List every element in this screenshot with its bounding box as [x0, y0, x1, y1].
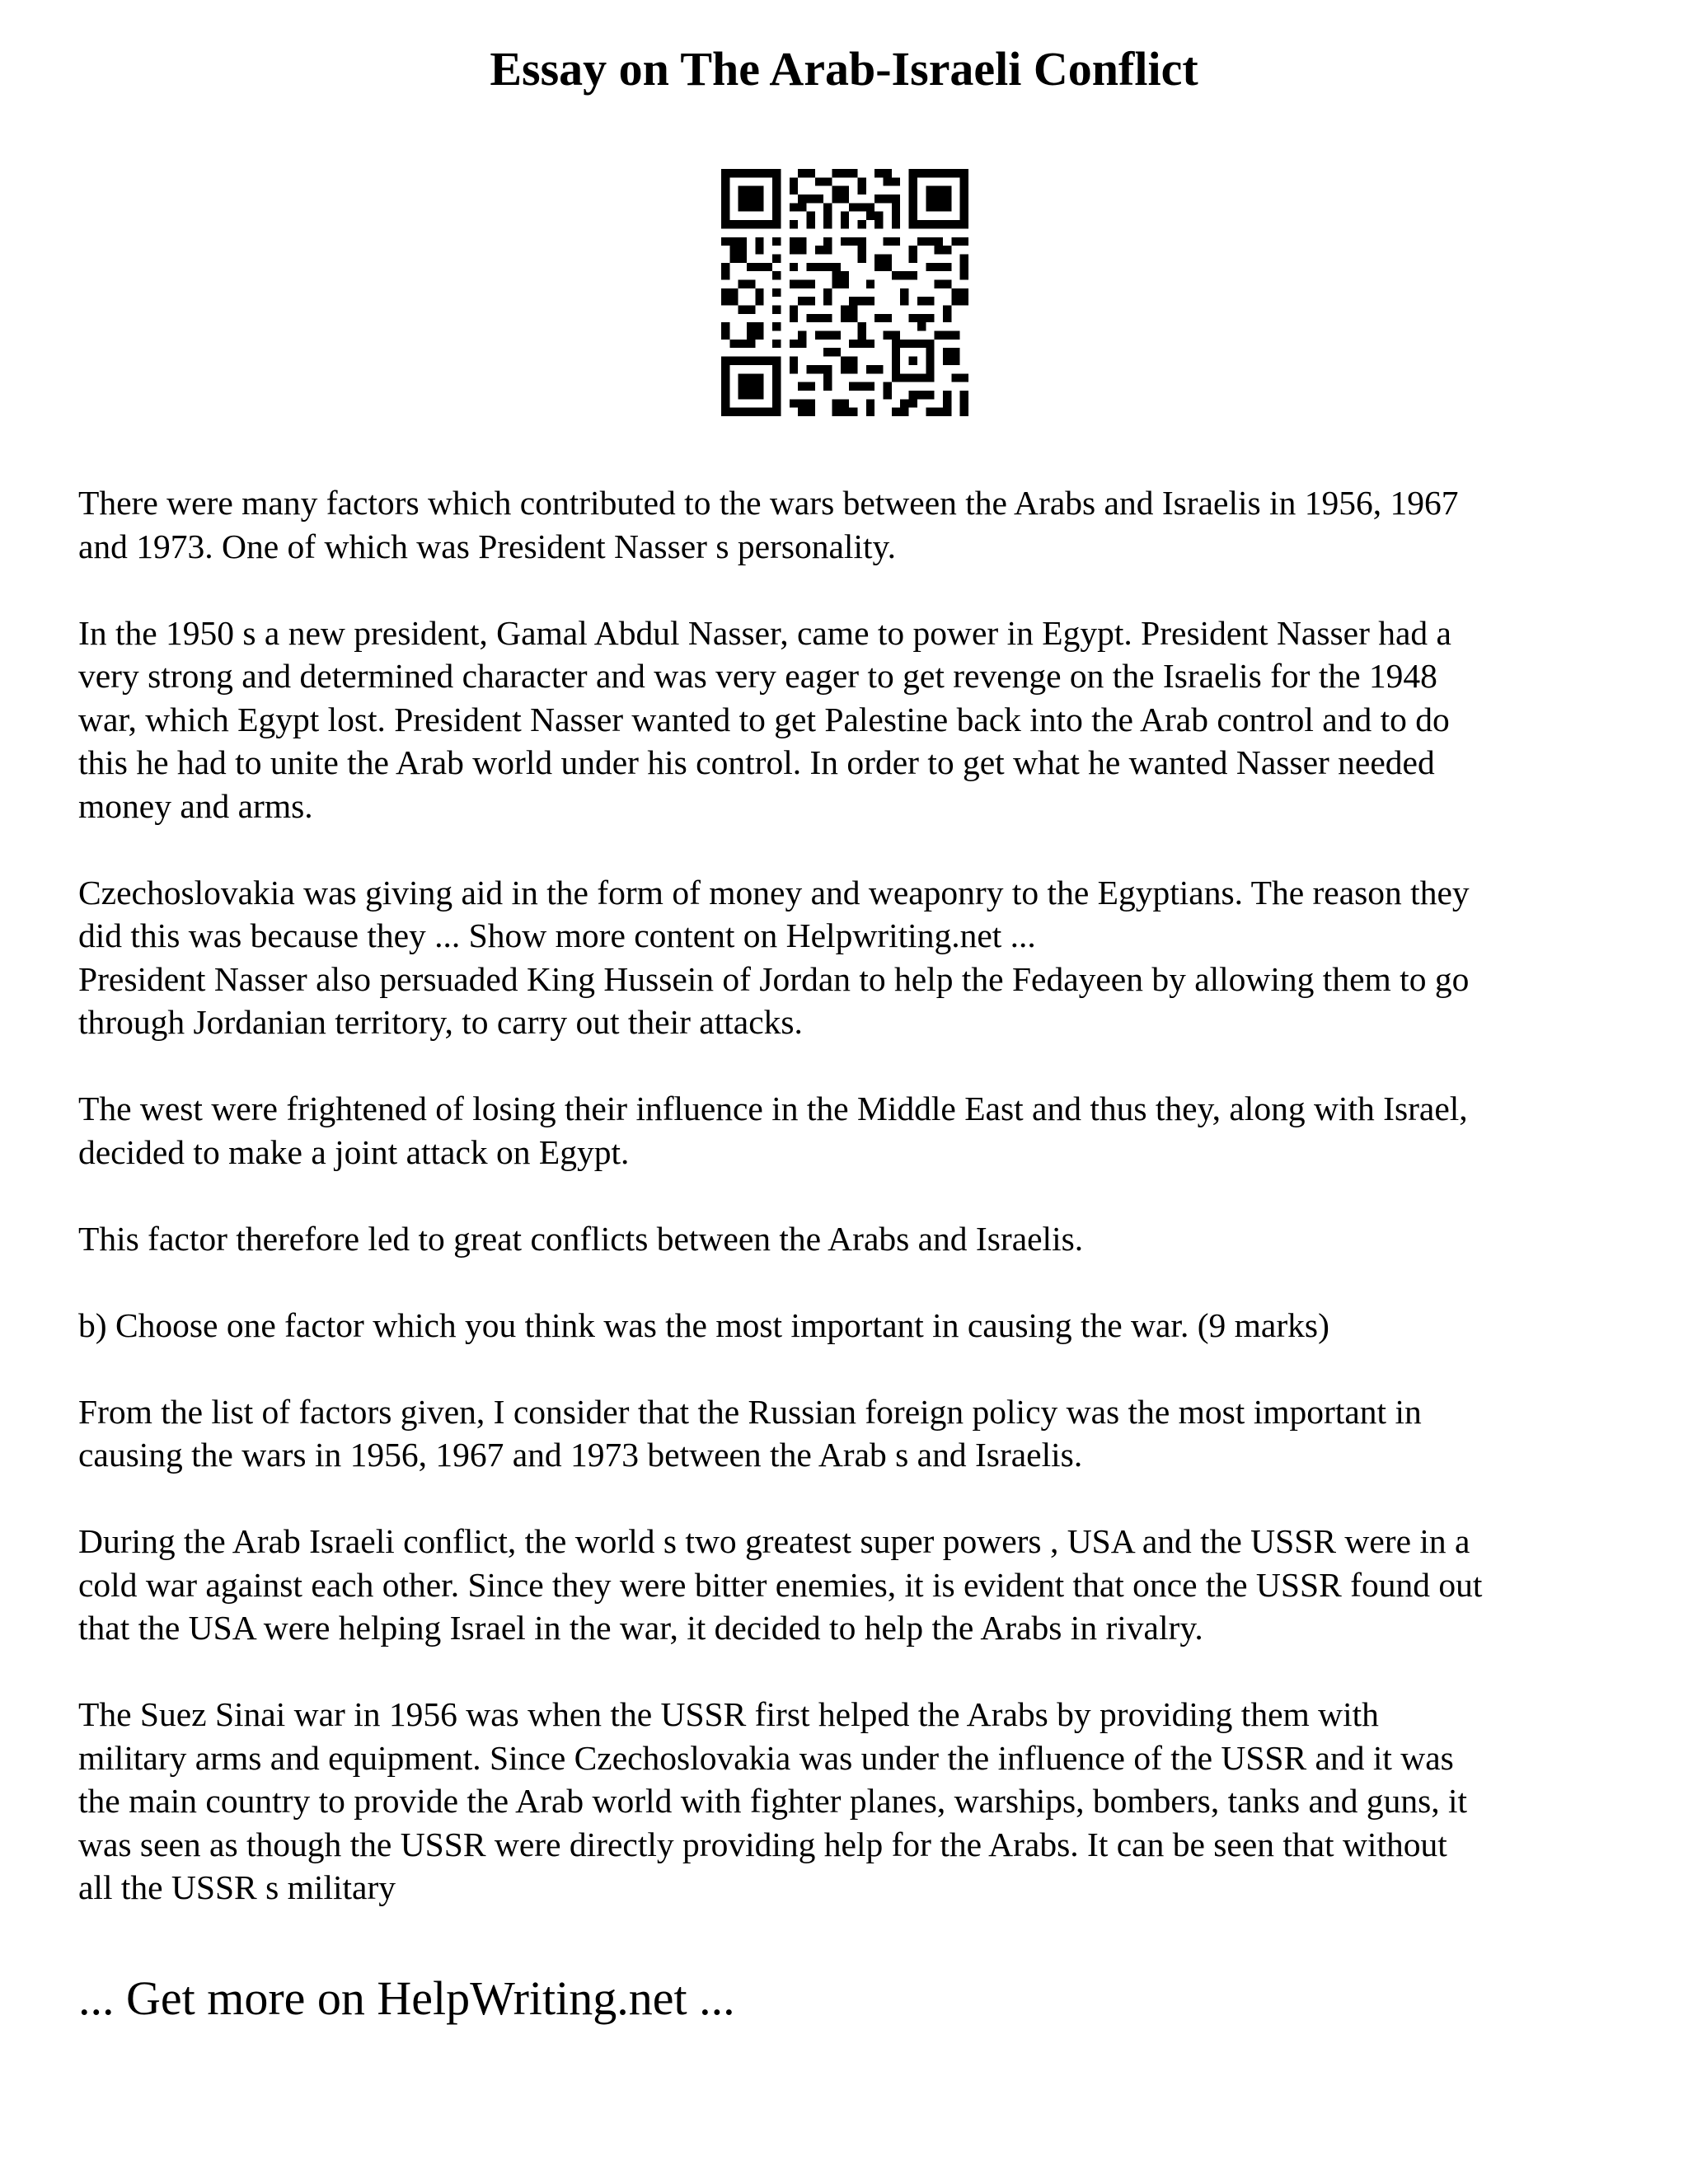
paragraph: From the list of factors given, I consider that the Russian foreign policy was the most important in causing the wars in 1956, 1967 and 1973 between the Arab s and Israelis.: [78, 1392, 1422, 1474]
qr-code-icon: [721, 169, 968, 416]
paragraph: There were many factors which contributed to the wars between the Arabs and Israelis in 1956, 1967 and 1973. One of which was President Nasser s personality.: [78, 484, 1459, 565]
paragraph: Czechoslovakia was giving aid in the form of money and weaponry to the Egyptians. The reason they did this was because they ... Show more content on Helpwriting.net ... President Nasser also persuaded King Hussein of Jordan to help the Fedayeen by allowing them to go through Jordanian territory, to carry out their attacks.: [78, 873, 1470, 1041]
essay-body: [78, 481, 1624, 1952]
paragraph: During the Arab Israeli conflict, the world s two greatest super powers , USA and the USSR were in a cold war against each other. Since they were bitter enemies, it is evident that once the USSR found out that the USA were helping Israel in the war, it decided to help the Arabs in rivalry.: [78, 1522, 1483, 1647]
paragraph: b) Choose one factor which you think was the most important in causing the war. (9 marks): [78, 1305, 1329, 1344]
paragraph: The Suez Sinai war in 1956 was when the USSR first helped the Arabs by providing them with military arms and equipment. Since Czechoslovakia was under the influence of the USSR and it was the main country to provide the Arab world with fighter planes, warships, bombers, tanks and guns, it was seen as though the USSR were directly providing help for the Arabs. It can be seen that without all the USSR s military: [78, 1695, 1468, 1906]
paragraph: This factor therefore led to great conflicts between the Arabs and Israelis.: [78, 1219, 1084, 1258]
get-more-link[interactable]: ... Get more on HelpWriting.net ...: [78, 1971, 735, 2025]
page-title: Essay on The Arab-Israeli Conflict: [490, 42, 1198, 96]
paragraph: In the 1950 s a new president, Gamal Abdul Nasser, came to power in Egypt. President Nasser had a very strong and determined character and was very eager to get revenge on the Israelis for the 1948 war, which Egypt lost. President Nasser wanted to get Palestine back into the Arab control and to do this he had to unite the Arab world under his control. In order to get what he wanted Nasser needed money and arms.: [78, 613, 1451, 825]
paragraph: The west were frightened of losing their influence in the Middle East and thus they, along with Israel, decided to make a joint attack on Egypt.: [78, 1090, 1468, 1171]
